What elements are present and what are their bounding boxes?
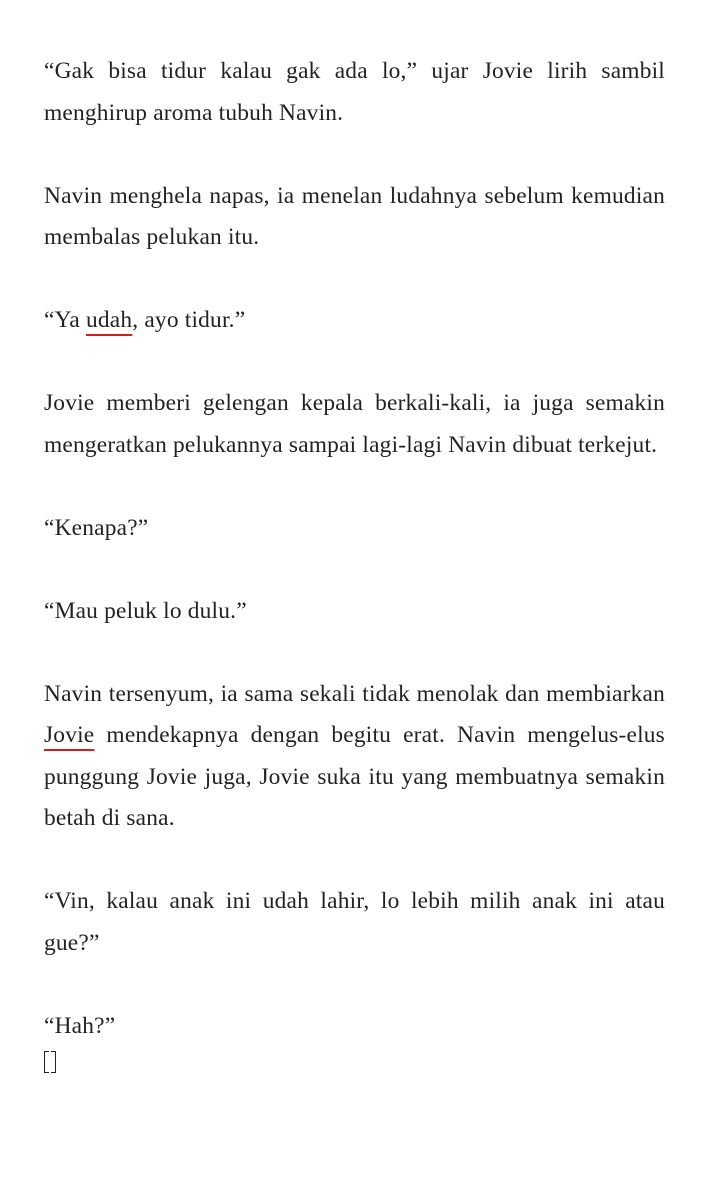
paragraph-8: “Vin, kalau anak ini udah lahir, lo lebih milih anak ini atau gue?” <box>44 888 665 956</box>
paragraph-4: Jovie memberi gelengan kepala berkali-kali, ia juga semakin mengeratkan pelukannya sampai lagi-lagi Navin dibuat terkejut. <box>44 390 665 458</box>
paragraph-9: “Hah?” <box>44 1012 116 1039</box>
paragraph-7-text-after: mendekapnya dengan begitu erat. Navin mengelus-elus punggung Jovie juga, Jovie suka itu yang membuatnya semakin betah di sana. <box>44 722 665 831</box>
paragraph-3-text-before: “Ya <box>44 307 86 333</box>
paragraph-3-text-after: , ayo tidur.” <box>132 307 246 333</box>
spellcheck-underlined-word[interactable]: udah <box>85 307 133 333</box>
paragraph-1: “Gak bisa tidur kalau gak ada lo,” ujar Jovie lirih sambil menghirup aroma tubuh Navin. <box>44 58 665 126</box>
spellcheck-underlined-word[interactable]: Jovie <box>44 722 95 748</box>
paragraph-6: “Mau peluk lo dulu.” <box>44 597 247 624</box>
story-page <box>44 51 665 1073</box>
paragraph-3 <box>44 300 665 342</box>
text-cursor-icon <box>44 1051 58 1073</box>
paragraph-7 <box>44 674 665 840</box>
paragraph-5: “Kenapa?” <box>44 514 149 541</box>
paragraph-7-text-before: Navin tersenyum, ia sama sekali tidak menolak dan membiarkan <box>44 680 665 707</box>
paragraph-2: Navin menghela napas, ia menelan ludahnya sebelum kemudian membalas pelukan itu. <box>44 182 665 250</box>
